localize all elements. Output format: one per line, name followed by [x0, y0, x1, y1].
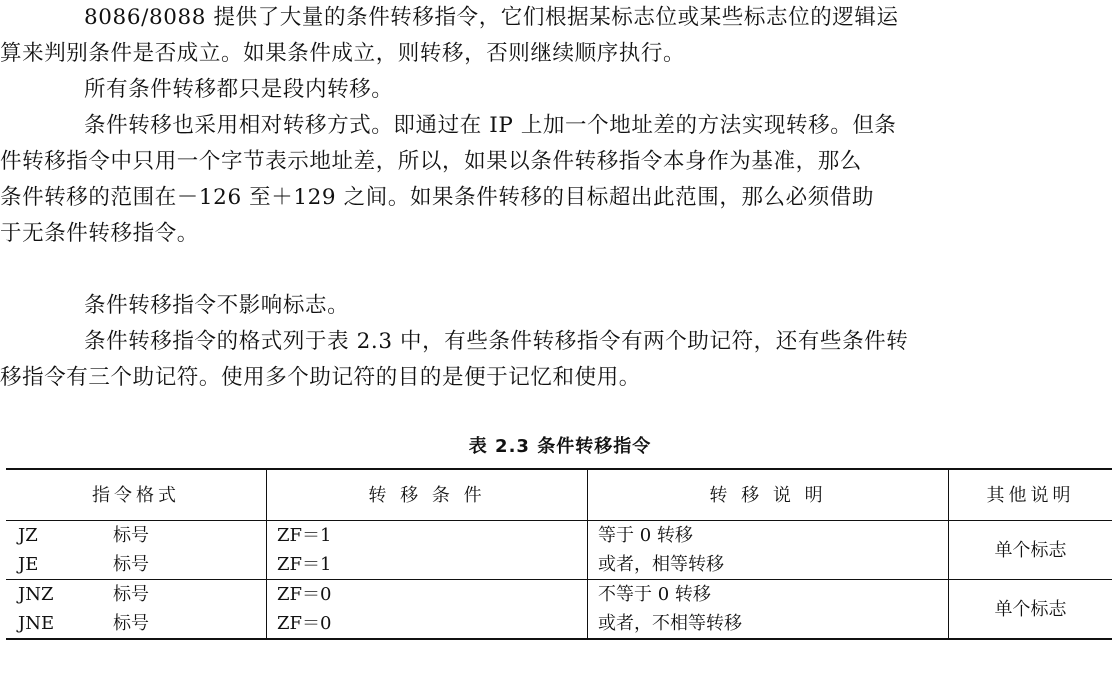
cell-condition: ZF＝0	[267, 609, 588, 639]
mnemonic: JNE	[18, 613, 55, 634]
conditional-jump-table	[6, 468, 1112, 640]
paragraph-flags-text: 条件转移指令不影响标志。	[84, 293, 350, 318]
paragraph-relative-jump-line-3: 条件转移的范围在－126 至＋129 之间。如果条件转移的目标超出此范围，那么必须借助	[0, 185, 875, 210]
paragraph-intro-line-1: 8086/8088 提供了大量的条件转移指令，它们根据某标志位或某些标志位的逻辑运	[84, 5, 899, 30]
table-row	[6, 580, 1112, 610]
paragraph-relative-jump-line-4: 于无条件转移指令。	[0, 221, 199, 246]
mnemonic: JNZ	[18, 584, 54, 605]
cell-condition: ZF＝0	[267, 580, 588, 610]
header-jump-condition: 转 移 条 件	[267, 469, 588, 521]
mnemonic: JZ	[18, 525, 38, 546]
table-row	[6, 609, 1112, 639]
table-row	[6, 521, 1112, 551]
operand: 标号	[113, 554, 149, 575]
operand: 标号	[113, 613, 149, 634]
cell-description: 不等于 0 转移	[588, 580, 949, 610]
operand: 标号	[113, 584, 149, 605]
cell-note: 单个标志	[949, 580, 1113, 640]
header-jump-description: 转 移 说 明	[588, 469, 949, 521]
paragraph-relative-jump-line-1: 条件转移也采用相对转移方式。即通过在 IP 上加一个地址差的方法实现转移。但条	[84, 113, 897, 138]
cell-condition: ZF＝1	[267, 550, 588, 580]
cell-description: 或者，相等转移	[588, 550, 949, 580]
mnemonic: JE	[18, 554, 39, 575]
table-header-row	[6, 469, 1112, 521]
cell-note: 单个标志	[949, 521, 1113, 580]
paragraph-format-line-2: 移指令有三个助记符。使用多个助记符的目的是便于记忆和使用。	[0, 365, 641, 390]
cell-description: 等于 0 转移	[588, 521, 949, 551]
table-caption: 表 2.3 条件转移指令	[468, 436, 652, 457]
table-row	[6, 550, 1112, 580]
paragraph-relative-jump	[0, 108, 1110, 252]
cell-instruction	[6, 580, 267, 610]
header-instruction-format: 指令格式	[6, 469, 267, 521]
header-other-notes: 其他说明	[949, 469, 1113, 521]
operand: 标号	[113, 525, 149, 546]
paragraph-intro	[0, 0, 1110, 72]
paragraph-format	[0, 324, 1110, 396]
cell-condition: ZF＝1	[267, 521, 588, 551]
cell-instruction	[6, 550, 267, 580]
paragraph-intra-segment	[0, 72, 1110, 108]
paragraph-flags	[0, 288, 1110, 324]
paragraph-intra-segment-text: 所有条件转移都只是段内转移。	[84, 77, 394, 102]
cell-instruction	[6, 609, 267, 639]
cell-description: 或者，不相等转移	[588, 609, 949, 639]
paragraph-format-line-1: 条件转移指令的格式列于表 2.3 中，有些条件转移指令有两个助记符，还有些条件转	[84, 329, 909, 354]
cell-instruction	[6, 521, 267, 551]
paragraph-relative-jump-line-2: 件转移指令中只用一个字节表示地址差，所以，如果以条件转移指令本身作为基准，那么	[0, 149, 862, 174]
paragraph-intro-line-2: 算来判别条件是否成立。如果条件成立，则转移，否则继续顺序执行。	[0, 41, 686, 66]
